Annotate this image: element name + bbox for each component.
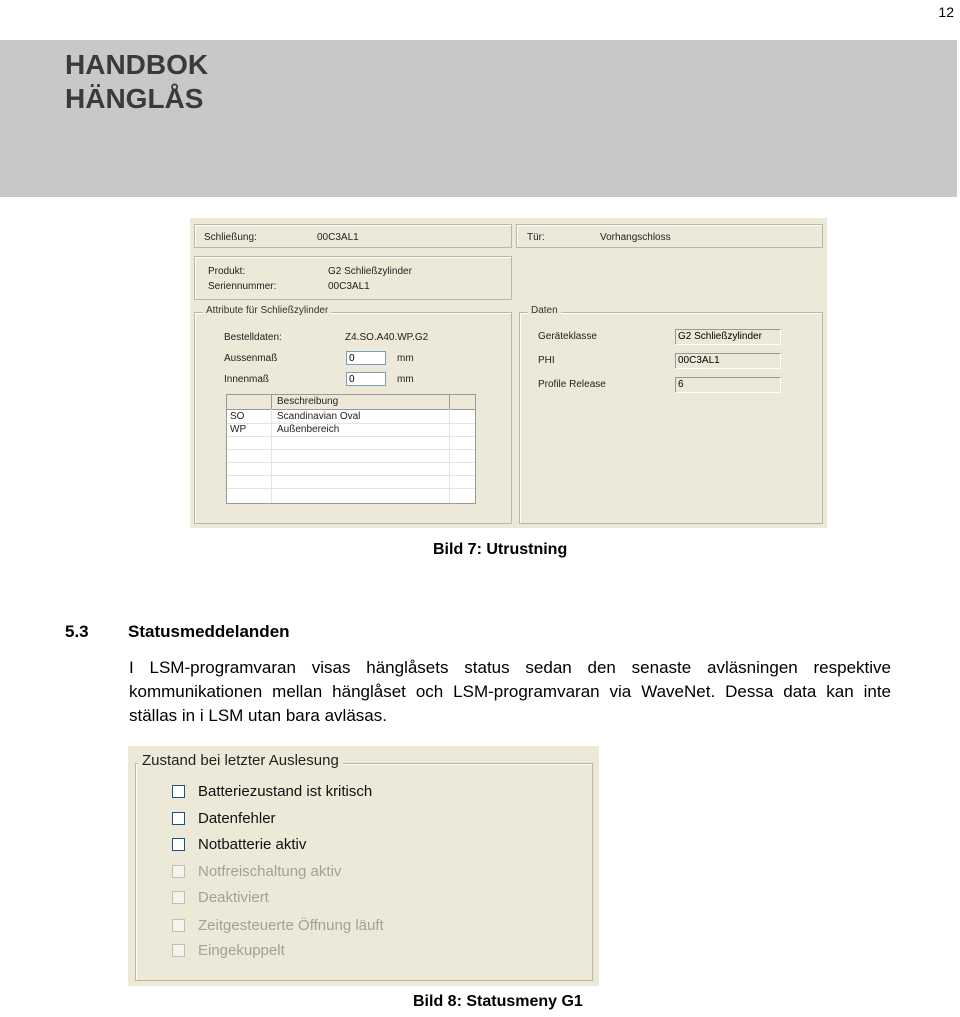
checkbox-box[interactable]	[172, 838, 185, 851]
caption-figure-7: Bild 7: Utrustning	[433, 541, 568, 558]
attribute-group-title: Attribute für Schließzylinder	[203, 305, 331, 316]
tuer-value: Vorhangschloss	[600, 232, 671, 243]
table-header	[227, 395, 475, 410]
section-number: 5.3	[65, 622, 89, 641]
checkbox-box	[172, 891, 185, 904]
bestelldaten-label: Bestelldaten:	[224, 332, 282, 343]
profile-release-field: 6	[675, 377, 781, 393]
table-row[interactable]	[227, 410, 475, 424]
profile-release-label: Profile Release	[538, 379, 606, 390]
innenmass-unit: mm	[397, 374, 414, 385]
table-row	[227, 436, 475, 450]
row-code: SO	[230, 411, 245, 422]
checkbox-box	[172, 919, 185, 932]
checkbox-label: Eingekuppelt	[198, 942, 285, 959]
produkt-box	[194, 256, 512, 300]
row-code: WP	[230, 424, 247, 435]
aussenmass-input[interactable]: 0	[346, 351, 386, 365]
checkbox-label: Zeitgesteuerte Öffnung läuft	[198, 917, 384, 934]
produkt-value: G2 Schließzylinder	[328, 266, 412, 277]
bestelldaten-value: Z4.SO.A40.WP.G2	[345, 332, 429, 343]
title-line-1: HANDBOK	[65, 49, 209, 80]
checkbox-box[interactable]	[172, 785, 185, 798]
equipment-screenshot	[190, 218, 827, 528]
page-number: 12	[938, 4, 954, 20]
table-header-beschreibung: Beschreibung	[277, 396, 339, 407]
section-heading	[65, 622, 290, 642]
geraeteklasse-field: G2 Schließzylinder	[675, 329, 781, 345]
checkbox-label: Notbatterie aktiv	[198, 836, 307, 853]
innenmass-label: Innenmaß	[224, 374, 270, 385]
body-paragraph: I LSM-programvaran visas hänglåsets status sedan den senaste avläsningen respektive kommunikationen mellan hänglåset och LSM-programvaran via WaveNet. Dessa data kan inte ställas in i LSM utan bara avläsas.	[129, 658, 891, 725]
title-line-2: HÄNGLÅS	[65, 83, 204, 114]
produkt-label: Produkt:	[208, 266, 246, 277]
daten-group-title: Daten	[528, 305, 561, 316]
tuer-label: Tür:	[527, 232, 545, 243]
phi-field: 00C3AL1	[675, 353, 781, 369]
schliessung-label: Schließung:	[204, 232, 257, 243]
table-row	[227, 449, 475, 463]
geraeteklasse-label: Geräteklasse	[538, 331, 597, 342]
row-desc: Scandinavian Oval	[277, 411, 361, 422]
checkbox-label: Deaktiviert	[198, 889, 269, 906]
attribute-table	[226, 394, 476, 504]
seriennummer-value: 00C3AL1	[328, 281, 370, 292]
innenmass-input[interactable]: 0	[346, 372, 386, 386]
checkbox-box[interactable]	[172, 812, 185, 825]
row-desc: Außenbereich	[277, 424, 340, 435]
section-title: Statusmeddelanden	[128, 622, 290, 641]
checkbox-label: Notfreischaltung aktiv	[198, 863, 342, 880]
aussenmass-unit: mm	[397, 353, 414, 364]
aussenmass-label: Aussenmaß	[224, 353, 278, 364]
checkbox-box	[172, 944, 185, 957]
caption-figure-8: Bild 8: Statusmeny G1	[413, 993, 583, 1010]
status-screenshot	[128, 746, 599, 986]
schliessung-value: 00C3AL1	[317, 232, 359, 243]
table-row[interactable]	[227, 423, 475, 437]
checkbox-label: Batteriezustand ist kritisch	[198, 783, 373, 800]
checkbox-box	[172, 865, 185, 878]
seriennummer-label: Seriennummer:	[208, 281, 277, 292]
table-row	[227, 462, 475, 476]
status-group-title: Zustand bei letzter Auslesung	[138, 752, 343, 769]
document-title	[65, 48, 208, 116]
phi-label: PHI	[538, 355, 555, 366]
checkbox-label: Datenfehler	[198, 810, 276, 827]
table-row	[227, 475, 475, 489]
